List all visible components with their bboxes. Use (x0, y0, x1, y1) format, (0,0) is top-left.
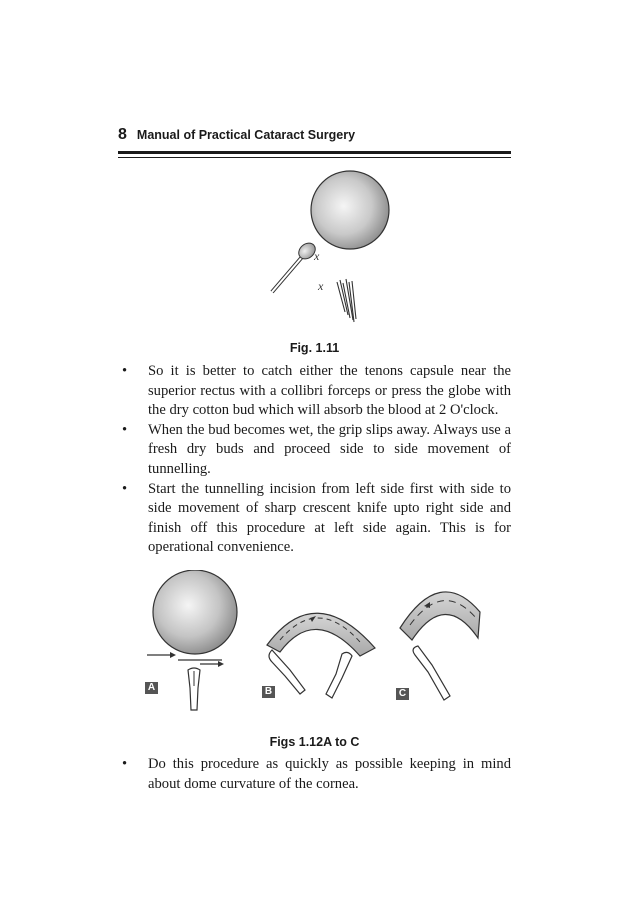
header-rule-thick (118, 151, 511, 154)
running-title: Manual of Practical Cataract Surgery (136, 128, 356, 142)
globe-illustration (311, 171, 389, 249)
list-item (118, 480, 511, 558)
figure-1-12 (130, 570, 490, 720)
tunnel-arc (400, 592, 480, 640)
figure-1-11 (250, 162, 390, 332)
list-item (118, 362, 511, 421)
header-rule-thin (118, 157, 511, 158)
list-item (118, 421, 511, 480)
page-number: 8 (118, 126, 127, 143)
bullet-icon: • (122, 363, 128, 379)
crescent-knife (326, 652, 352, 698)
figure-1-12-caption: Figs 1.12A to C (269, 735, 360, 749)
panel-label-b: B (262, 686, 275, 698)
panel-label-a: A (145, 682, 158, 694)
x-mark: x (318, 279, 324, 293)
bullet-list-top (118, 362, 511, 558)
running-header (118, 126, 511, 144)
figure-1-11-caption: Fig. 1.11 (289, 341, 340, 355)
panel-label-c: C (396, 688, 409, 700)
bullet-icon: • (122, 421, 128, 438)
incision-strokes (337, 279, 356, 322)
globe-illustration (153, 570, 237, 654)
bullet-text: So it is better to catch either the tenons capsule near the superior rectus with a collibri forceps or press the globe with the dry cotton bud which will absorb the blood at 2 O'clock. (148, 363, 511, 419)
bullet-text: Do this procedure as quickly as possible keeping in mind about dome curvature of the cornea. (148, 756, 511, 792)
bullet-text: Start the tunnelling incision from left side first with side to side movement of sharp crescent knife upto right side and finish off this procedure at left side again. This is for operational convenience. (148, 480, 511, 556)
bullet-text: When the bud becomes wet, the grip slips away. Always use a fresh dry buds and proceed side to side movement of tunnelling. (148, 421, 511, 477)
bullet-icon: • (122, 756, 128, 772)
crescent-knife (413, 646, 450, 700)
tunnel-arc (267, 613, 375, 656)
panel-b (267, 613, 375, 698)
list-item (118, 755, 511, 794)
bullet-icon: • (122, 480, 128, 497)
bullet-list-bottom (118, 755, 511, 794)
panel-c (400, 592, 480, 700)
x-mark: x (314, 249, 320, 263)
panel-a (147, 570, 237, 710)
